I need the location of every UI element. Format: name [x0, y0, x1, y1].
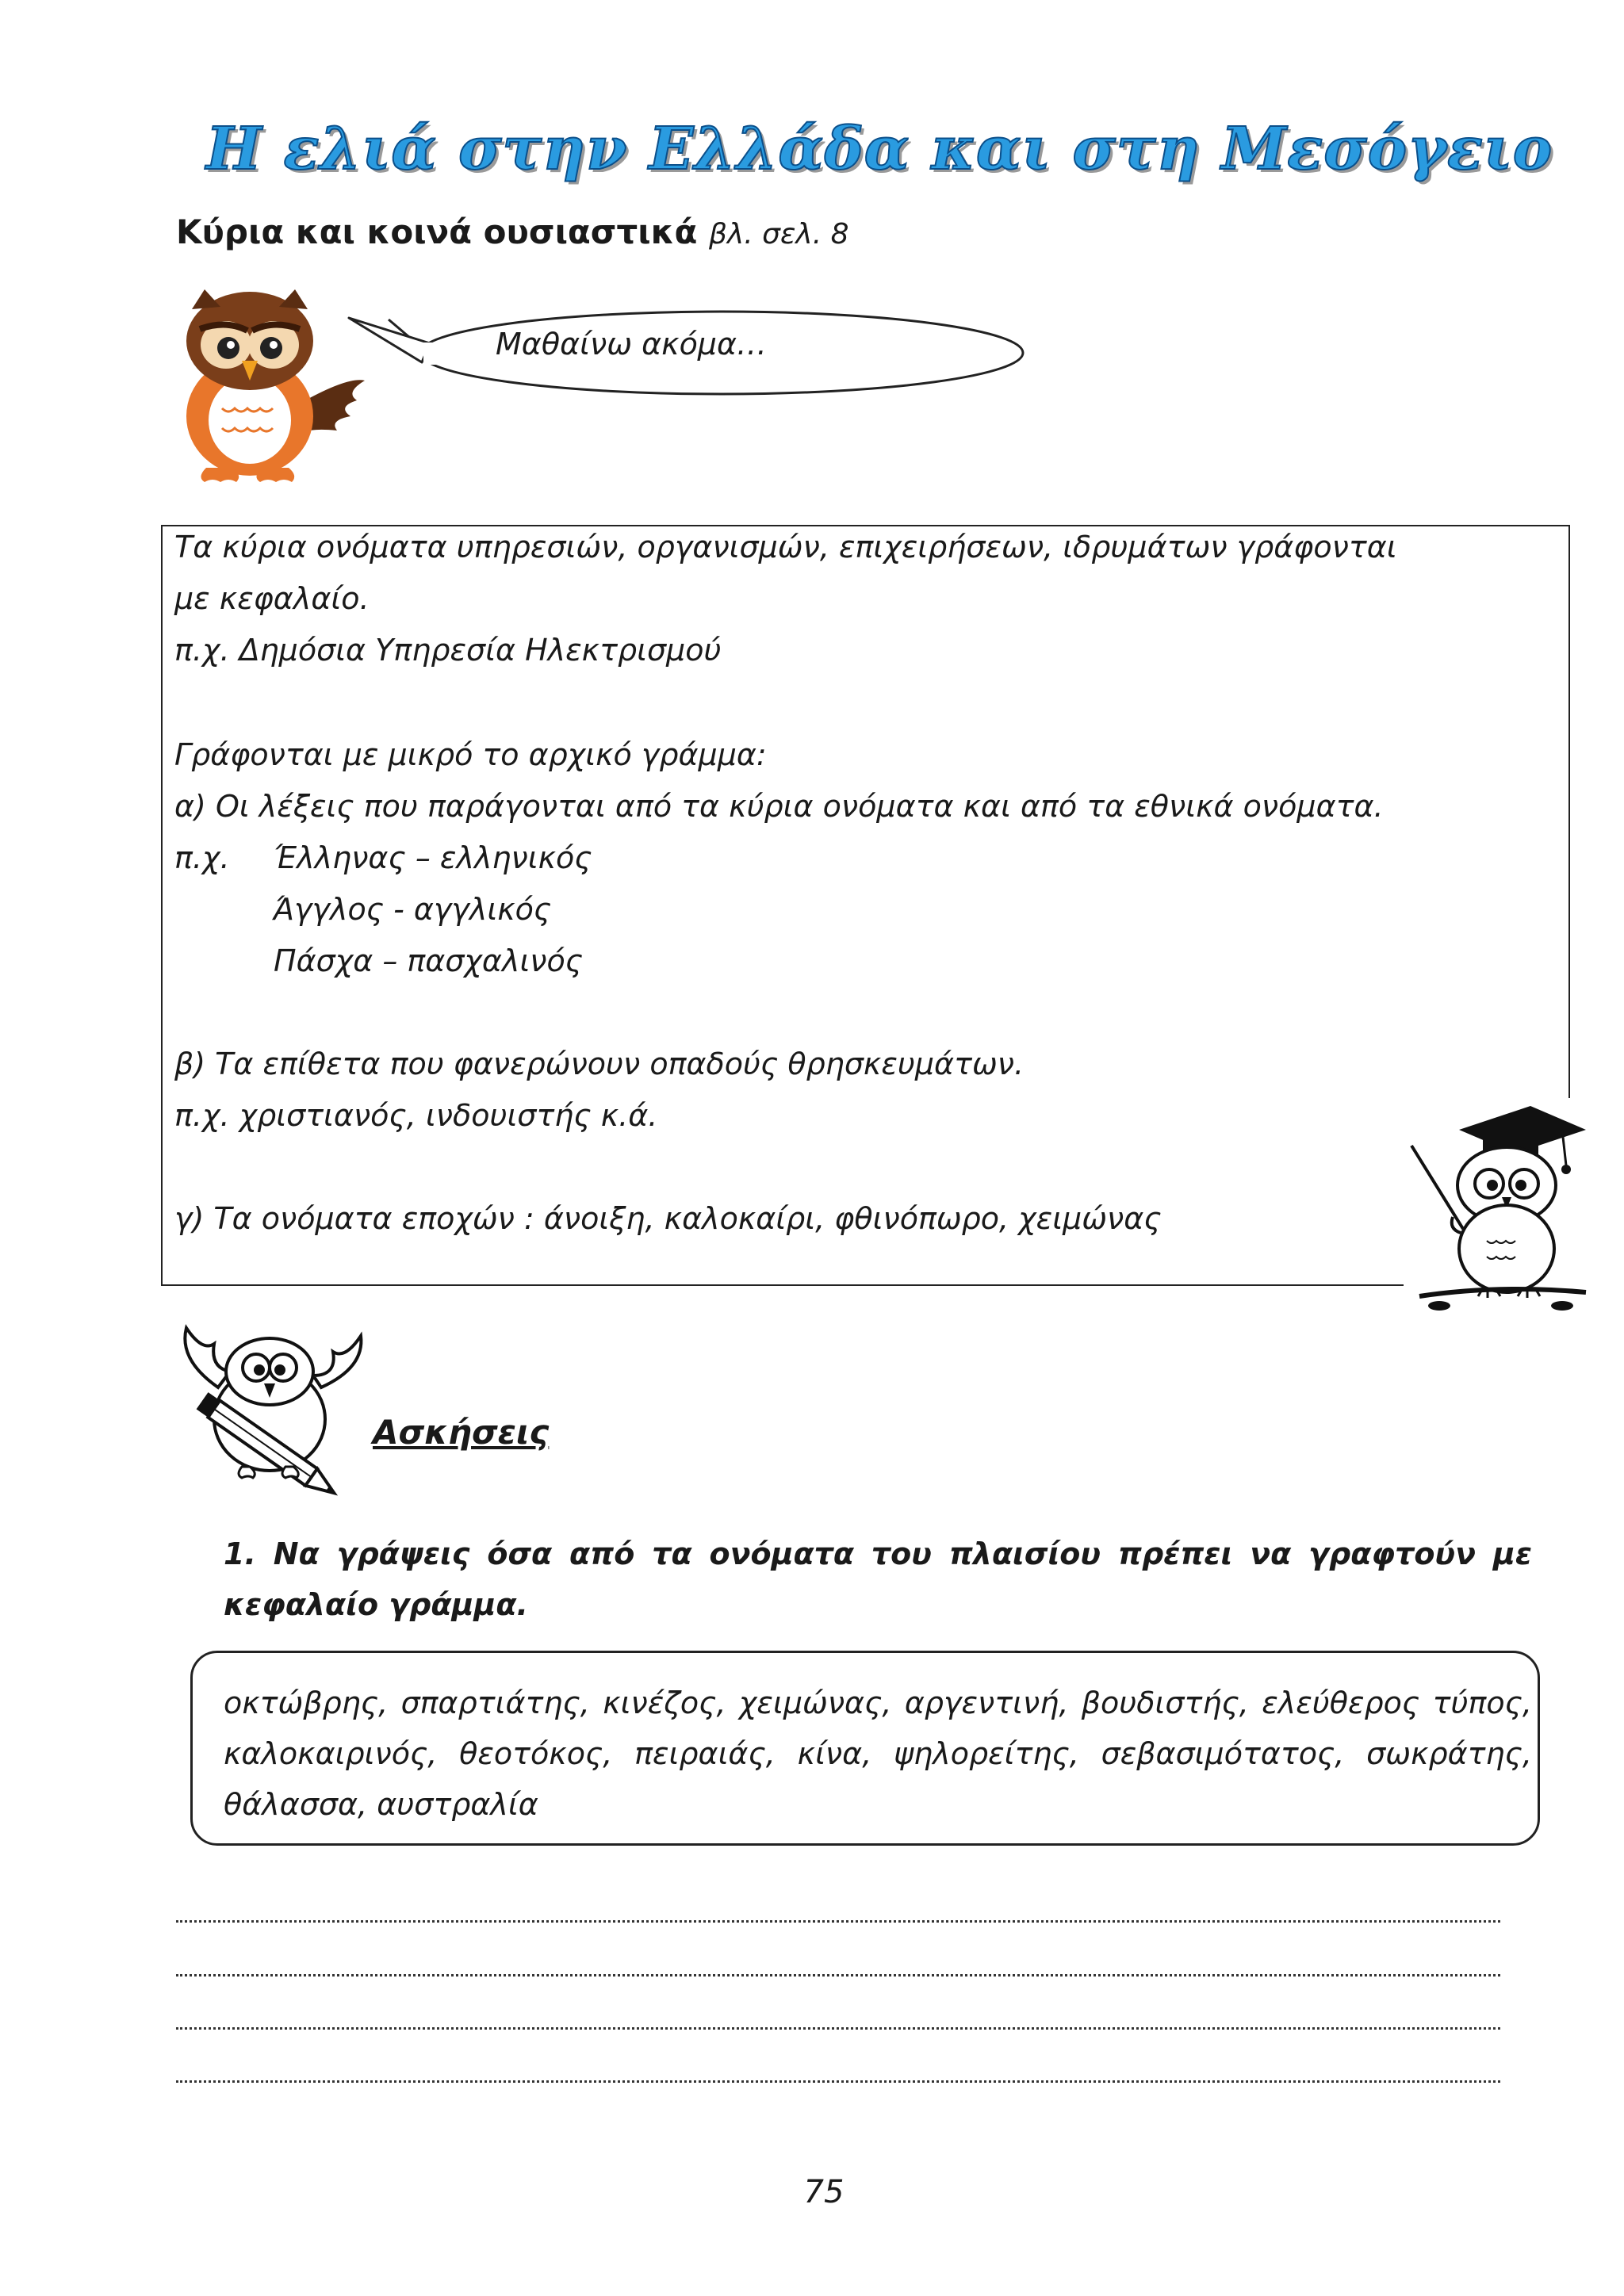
- owl-pencil-icon: [170, 1312, 369, 1498]
- owl-graduate-icon: [1404, 1098, 1594, 1312]
- rule-line-8: γ) Τα ονόματα εποχών : άνοιξη, καλοκαίρι, φθινόπωρο, χειμώνας: [174, 1201, 1162, 1236]
- answer-line-4[interactable]: [176, 2080, 1500, 2083]
- rule-example-religion: π.χ. χριστιανός, ινδουιστής κ.ά.: [174, 1098, 658, 1133]
- rule-example-1: π.χ. Δημόσια Υπηρεσία Ηλεκτρισμού: [174, 633, 722, 668]
- answer-line-2[interactable]: [176, 1974, 1500, 1976]
- answer-line-1[interactable]: [176, 1920, 1500, 1923]
- rule-line-4: Γράφονται με μικρό το αρχικό γράμμα:: [174, 737, 767, 772]
- page-title: Η ελιά στην Ελλάδα και στη Μεσόγειο: [205, 115, 1553, 183]
- rule-example-english: Άγγλος - αγγλικός: [274, 892, 552, 927]
- rule-example-easter: Πάσχα – πασχαλινός: [274, 943, 584, 978]
- task-1-instruction: 1. Να γράψεις όσα από τα ονόματα του πλαισίου πρέπει να γραφτούν με κεφαλαίο γράμμα.: [224, 1536, 1532, 1622]
- words-list: οκτώβρης, σπαρτιάτης, κινέζος, χειμώνας, αργεντινή, βουδιστής, ελεύθερος τύπος, καλοκαιρινός, θεοτόκος, πειραιάς, κίνα, ψηλορείτης, σεβασιμότατος, σωκράτης, θάλασσα, αυστραλία: [224, 1686, 1532, 1822]
- rule-example-greek: Έλληνας – ελληνικός: [274, 840, 592, 875]
- exercises-heading: Ασκήσεις: [373, 1413, 550, 1452]
- rule-line-5: α) Οι λέξεις που παράγονται από τα κύρια ονόματα και από τα εθνικά ονόματα.: [174, 789, 1384, 824]
- owl-professor-icon: [143, 281, 373, 488]
- rule-line-6: β) Τα επίθετα που φανερώνουν οπαδούς θρησκευμάτων.: [174, 1047, 1025, 1081]
- section-subtitle: [176, 212, 849, 251]
- subtitle-reference: βλ. σελ. 8: [708, 218, 849, 251]
- rule-line-1: Τα κύρια ονόματα υπηρεσιών, οργανισμών, επιχειρήσεων, ιδρυμάτων γράφονται: [174, 530, 1397, 564]
- rule-example-label: π.χ.: [174, 840, 230, 875]
- page-number: 75: [803, 2174, 845, 2210]
- rule-line-2: με κεφαλαίο.: [174, 581, 370, 616]
- subtitle-main: Κύρια και κοινά ουσιαστικά: [176, 212, 698, 251]
- answer-line-3[interactable]: [176, 2027, 1500, 2030]
- speech-bubble-text: Μαθαίνω ακόμα…: [496, 327, 768, 362]
